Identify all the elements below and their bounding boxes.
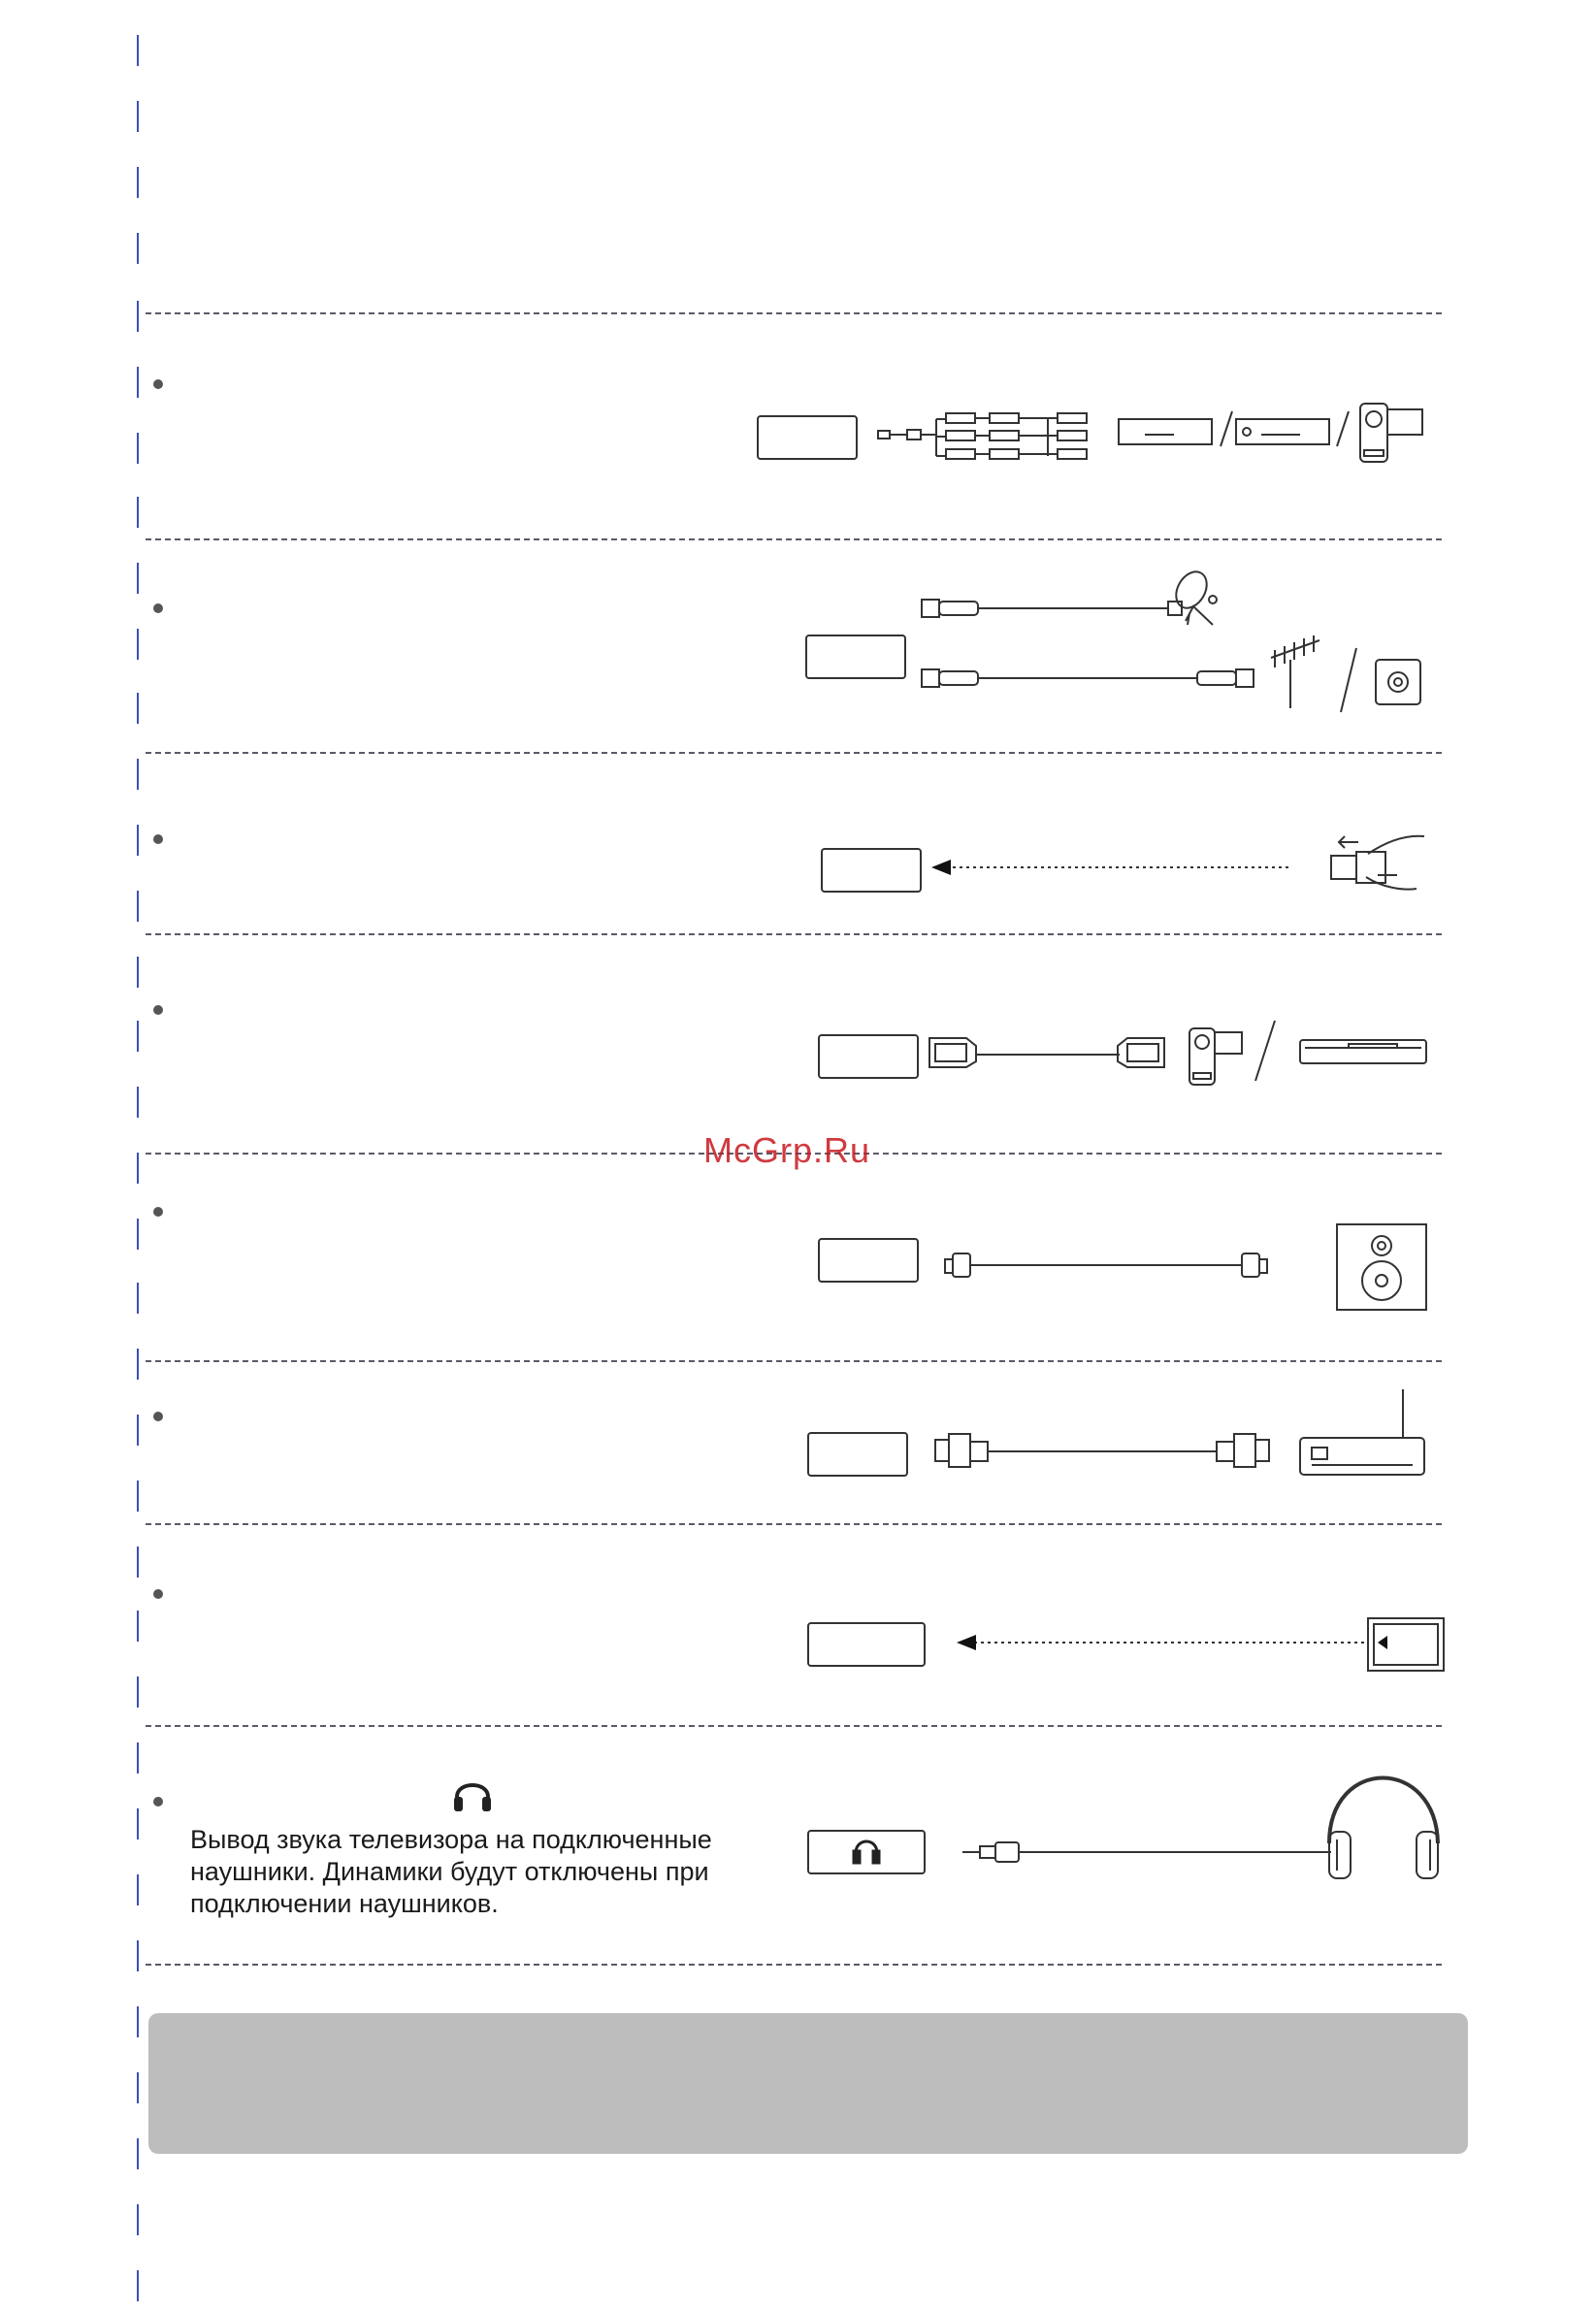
usb-stick-icon bbox=[1331, 836, 1385, 883]
headphones-icon bbox=[1329, 1778, 1438, 1879]
antenna-icon bbox=[1271, 635, 1319, 708]
rca-cable-icon bbox=[921, 413, 1087, 459]
dvd-player-icon bbox=[1119, 419, 1212, 444]
jack-plug-icon bbox=[962, 1842, 1331, 1862]
camcorder-icon bbox=[1189, 1028, 1242, 1085]
wall-socket-icon bbox=[1376, 660, 1420, 704]
coax-plug-icon bbox=[922, 600, 1182, 617]
headphone-description bbox=[190, 1824, 763, 1920]
ci-card-arrow bbox=[1378, 1636, 1387, 1649]
set-top-box-icon bbox=[1236, 419, 1329, 444]
av-plug-icon bbox=[878, 430, 921, 439]
coax-cable-2 bbox=[922, 669, 1254, 687]
optical-plug-icon bbox=[945, 1253, 1267, 1277]
description-line: подключении наушников. bbox=[190, 1889, 499, 1918]
bluray-player-icon bbox=[1300, 1040, 1426, 1063]
headphone-icon bbox=[451, 1775, 494, 1814]
description-line: наушники. Динамики будут отключены при bbox=[190, 1857, 709, 1886]
router-icon bbox=[1300, 1389, 1424, 1475]
speaker-icon bbox=[1337, 1224, 1426, 1310]
camcorder-icon bbox=[1360, 404, 1422, 462]
ci-card-icon bbox=[1368, 1618, 1444, 1671]
ci-arrow-head bbox=[957, 1635, 976, 1650]
hdmi-plug-icon bbox=[929, 1038, 1164, 1067]
description-line: Вывод звука телевизора на подключенные bbox=[190, 1825, 712, 1854]
note-box bbox=[148, 2013, 1468, 2154]
watermark-text: McGrp.Ru bbox=[703, 1130, 871, 1170]
headphone-port-icon bbox=[854, 1841, 879, 1863]
usb-arrow-head bbox=[931, 860, 951, 875]
rj45-plug-icon bbox=[935, 1434, 1269, 1467]
hand-icon bbox=[1366, 836, 1424, 890]
